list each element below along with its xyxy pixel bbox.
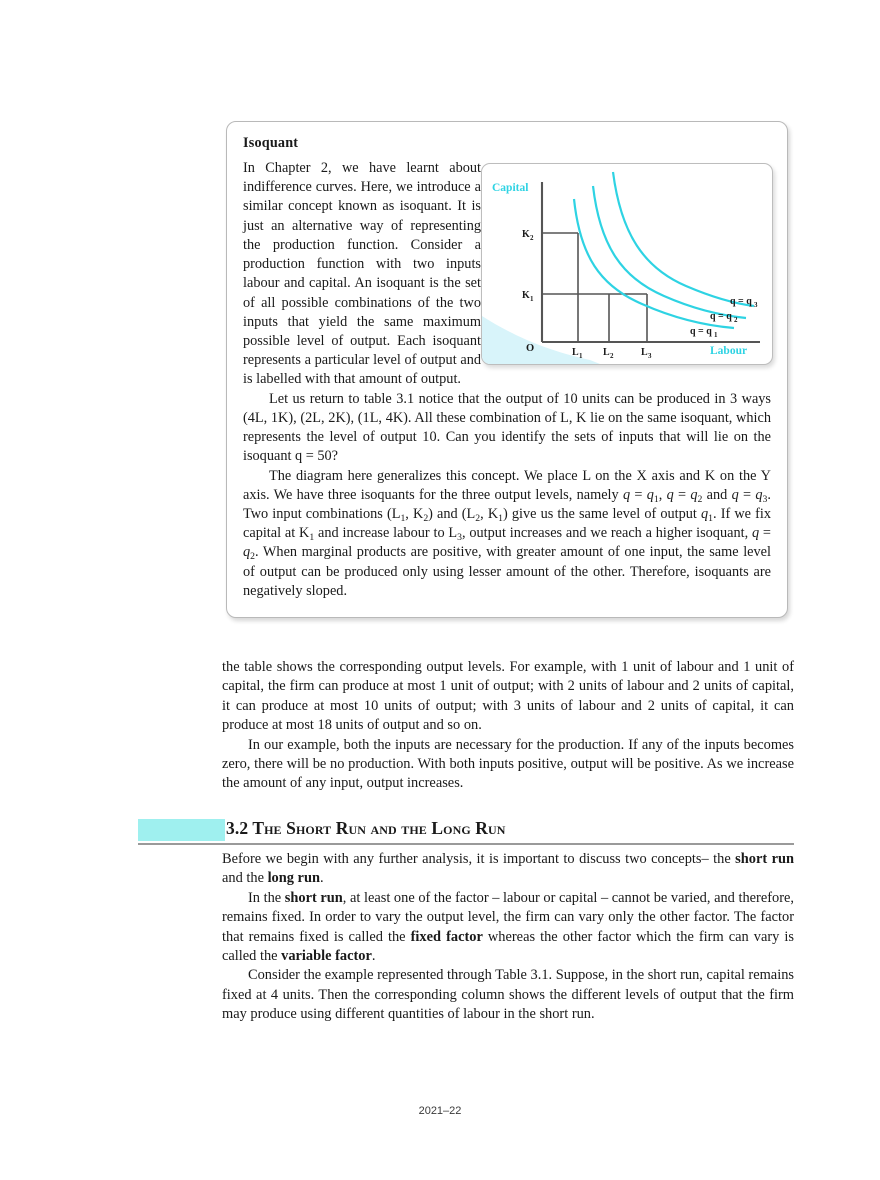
callout-paragraph-3: The diagram here generalizes this concept. We place L on the X axis and K on the Y axis. We have three isoquants for the three output levels, namely $q = q_1$, $q = q_2$ and $q = q_3$. Two input combinations ($L_1$, $K_2$) and ($L_2$, $K_1$) give us the same level of output $q_1$. If we fix capital at $K_1$ and increase labour to $L_3$, output increases and we reach a higher isoquant, $q = q_2$. When marginal products are positive, with greater amount of one input, the same level of output can be produced only using lesser amount of the other. Therefore, isoquants are negatively sloped. — [243, 467, 771, 599]
section-paragraph-1: Before we begin with any further analysis, it is important to discuss two concepts– the short run and the long run. — [222, 851, 794, 887]
body-text-block-2 — [222, 850, 794, 1024]
svg-text:1: 1 — [579, 352, 583, 361]
section-paragraph-3: Consider the example represented through Table 3.1. Suppose, in the short run, capital remains fixed at 4 units. Then the corresponding column shows the different levels of output that the firm may produce using different quantities of labour in the short run. — [222, 967, 794, 1022]
body-paragraph-2: In our example, both the inputs are necessary for the production. If any of the inputs becomes zero, there will be no production. With both inputs positive, output will be positive. As we increase the amount of any input, output increases. — [222, 736, 794, 792]
svg-text:3: 3 — [754, 301, 758, 310]
callout-title: Isoquant — [243, 135, 299, 151]
section-heading-text: 3.2 The Short Run and the Long Run — [226, 818, 506, 838]
svg-text:1: 1 — [530, 295, 534, 304]
page-footer: 2021–22 — [418, 1105, 462, 1117]
y-tick-k2: K — [522, 229, 530, 241]
section-color-swatch — [138, 819, 225, 841]
isoquant-curve-q2 — [593, 186, 746, 318]
x-axis-title: Labour — [710, 345, 748, 358]
svg-text:2: 2 — [530, 234, 534, 243]
x-tick-l2: L — [603, 347, 610, 359]
x-tick-l3: L — [641, 347, 648, 359]
section-underline-rule — [138, 843, 794, 845]
svg-text:2: 2 — [610, 352, 614, 361]
x-tick-l1: L — [572, 347, 579, 359]
origin-label: O — [526, 343, 535, 355]
body-paragraph-1: the table shows the corresponding output levels. For example, with 1 unit of labour and 1 unit of capital, the firm can produce at most 1 unit of output; with 2 units of labour and 2 units of capital, it can produce at most 10 units of output; with 3 units of labour and 2 units of capital, it can produce at most 18 units of output and so on. — [222, 659, 794, 734]
isoquant-figure-wrap — [481, 163, 771, 365]
y-tick-k1: K — [522, 290, 530, 302]
curve-label-q1: q = q — [690, 326, 712, 338]
svg-text:3: 3 — [648, 352, 652, 361]
body-text-block-1 — [222, 658, 794, 794]
curve-label-q2: q = q — [710, 311, 732, 323]
section-paragraph-2: In the short run, at least one of the factor – labour or capital – cannot be varied, and therefore, remains fixed. In order to vary the output level, the firm can vary only the other factor. The factor that remains fixed is called the fixed factor whereas the other factor which the firm can vary is called the variable factor. — [222, 889, 795, 964]
section-heading — [138, 818, 794, 844]
y-axis-title: Capital — [492, 182, 529, 195]
isoquant-curve-q3 — [613, 172, 754, 306]
svg-text:1: 1 — [714, 331, 718, 340]
callout-paragraph-2: Let us return to table 3.1 notice that the output of 10 units can be produced in 3 ways (4L, 1K), (2L, 2K), (1L, 4K). All these combination of L, K lie on the same isoquant, which represents the level of output 10. Can you identify the sets of inputs that will lie on the isoquant q = 50? — [243, 390, 771, 465]
isoquant-diagram — [481, 163, 773, 365]
callout-paragraph-1: In Chapter 2, we have learnt about indifference curves. Here, we introduce a similar concept known as isoquant. It is just an alternative way of representing the production function. Consider a production function with two inputs labour and capital. An isoquant is the set of all possible combinations of the two inputs that yield the same maximum possible level of output. Each isoquant represents a particular level of output and is labelled with that amount of output. — [243, 160, 481, 388]
isoquant-callout-box — [226, 121, 788, 618]
curve-label-q3: q = q — [730, 296, 752, 308]
isoquant-chart-svg — [482, 164, 772, 364]
svg-text:2: 2 — [734, 316, 738, 325]
